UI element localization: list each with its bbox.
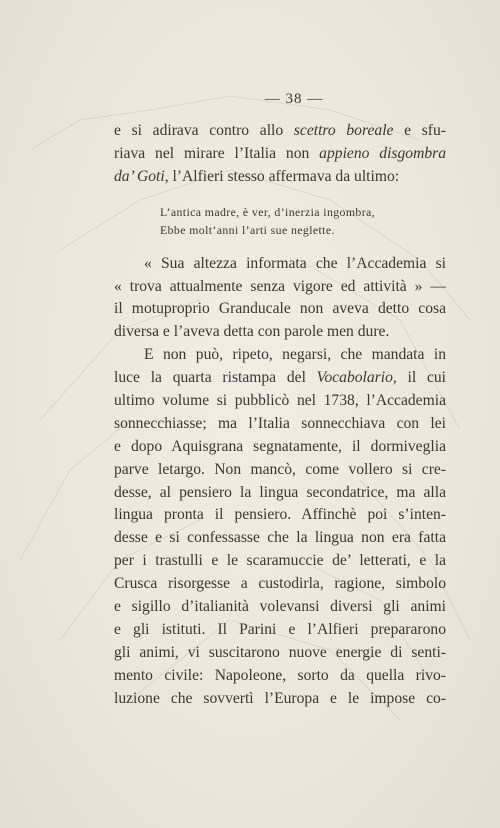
- text-line: [114, 344, 446, 367]
- text-run: il motuproprio Granducale non aveva detto cosa: [114, 300, 446, 318]
- paragraph-2: [114, 253, 446, 345]
- text-run: , l’Alfieri stesso affermava da ultimo:: [164, 167, 400, 185]
- paragraph-1: [114, 120, 446, 189]
- text-line: [114, 298, 446, 321]
- italic-text: Vocabolario: [316, 369, 393, 387]
- page-number: — 38 —: [264, 91, 324, 107]
- text-line: [114, 688, 446, 711]
- italic-text: appieno disgombra: [319, 144, 446, 162]
- text-line: [114, 143, 446, 166]
- italic-text: scettro boreale: [293, 122, 394, 139]
- text-line: [114, 665, 446, 688]
- text-run: E non può, ripeto, negarsi, che mandata in: [144, 346, 446, 364]
- text-run: Crusca risorgesse a custodirla, ragione, simbolo: [114, 575, 446, 593]
- text-run: e sfu-: [393, 122, 446, 139]
- text-run: ultimo volume si pubblicò nel 1738, l’Accademia: [114, 392, 446, 410]
- text-run: « Sua altezza informata che l’Accademia si: [144, 254, 446, 272]
- text-line: [114, 504, 446, 527]
- text-line: [114, 120, 446, 143]
- text-line: [114, 642, 446, 665]
- text-line: [114, 276, 446, 299]
- text-line: [114, 550, 446, 573]
- text-run: per i trastulli e le scaramuccie de’ letterati, e la: [114, 552, 446, 570]
- text-run: e gli istituti. Il Parini e l’Alfieri prepararono: [114, 620, 446, 638]
- text-block: [114, 86, 446, 710]
- text-run: e sigillo d’italianità volevansi diversi gli animi: [114, 598, 446, 616]
- verse-quote: [114, 203, 446, 239]
- text-line: [114, 619, 446, 642]
- text-run: desse, al pensiero la lingua secondatrice, ma alla: [114, 483, 446, 501]
- verse-line: L’antica madre, è ver, d’inerzia ingombra,: [160, 204, 376, 219]
- text-line: [114, 321, 446, 344]
- text-run: mento civile: Napoleone, sorto da quella rivo-: [114, 666, 446, 684]
- text-run: lingua pronta il pensiero. Affinchè poi s’inten-: [114, 506, 446, 524]
- text-run: diversa e l’aveva detta con parole men dure.: [114, 323, 390, 341]
- text-run: luce la quarta ristampa del: [114, 369, 317, 387]
- text-run: « trova attualmente senza vigore ed attività » —: [114, 277, 446, 295]
- text-line: [114, 459, 446, 482]
- text-run: e si adirava contro allo: [114, 122, 294, 139]
- text-line: [114, 573, 446, 596]
- text-run: riava nel mirare l’Italia non: [114, 144, 320, 162]
- text-run: , il cui: [392, 369, 446, 387]
- text-run: luzione che sovvertì l’Europa e le impose co-: [114, 689, 446, 707]
- text-line: [114, 390, 446, 413]
- verse-line: Ebbe molt’anni l’arti sue neglette.: [160, 222, 335, 237]
- text-line: [114, 527, 446, 550]
- text-line: [114, 482, 446, 505]
- text-line: [114, 596, 446, 619]
- text-line: [114, 367, 446, 390]
- text-run: gli animi, vi suscitarono nuove energie di senti-: [114, 643, 446, 661]
- text-line: [114, 413, 446, 436]
- text-run: desse e si confessasse che la lingua non era fatta: [114, 529, 446, 547]
- text-run: e dopo Aquisgrana segnatamente, il dormiveglia: [114, 437, 446, 455]
- text-run: sonnecchiasse; ma l’Italia sonnecchiava con lei: [114, 414, 446, 432]
- paragraph-3: [114, 344, 446, 710]
- italic-text: da’ Goti: [114, 167, 165, 185]
- text-line: [114, 253, 446, 276]
- text-run: parve letargo. Non mancò, come vollero si cre-: [114, 460, 446, 478]
- text-line: [114, 436, 446, 459]
- text-line: [114, 166, 446, 189]
